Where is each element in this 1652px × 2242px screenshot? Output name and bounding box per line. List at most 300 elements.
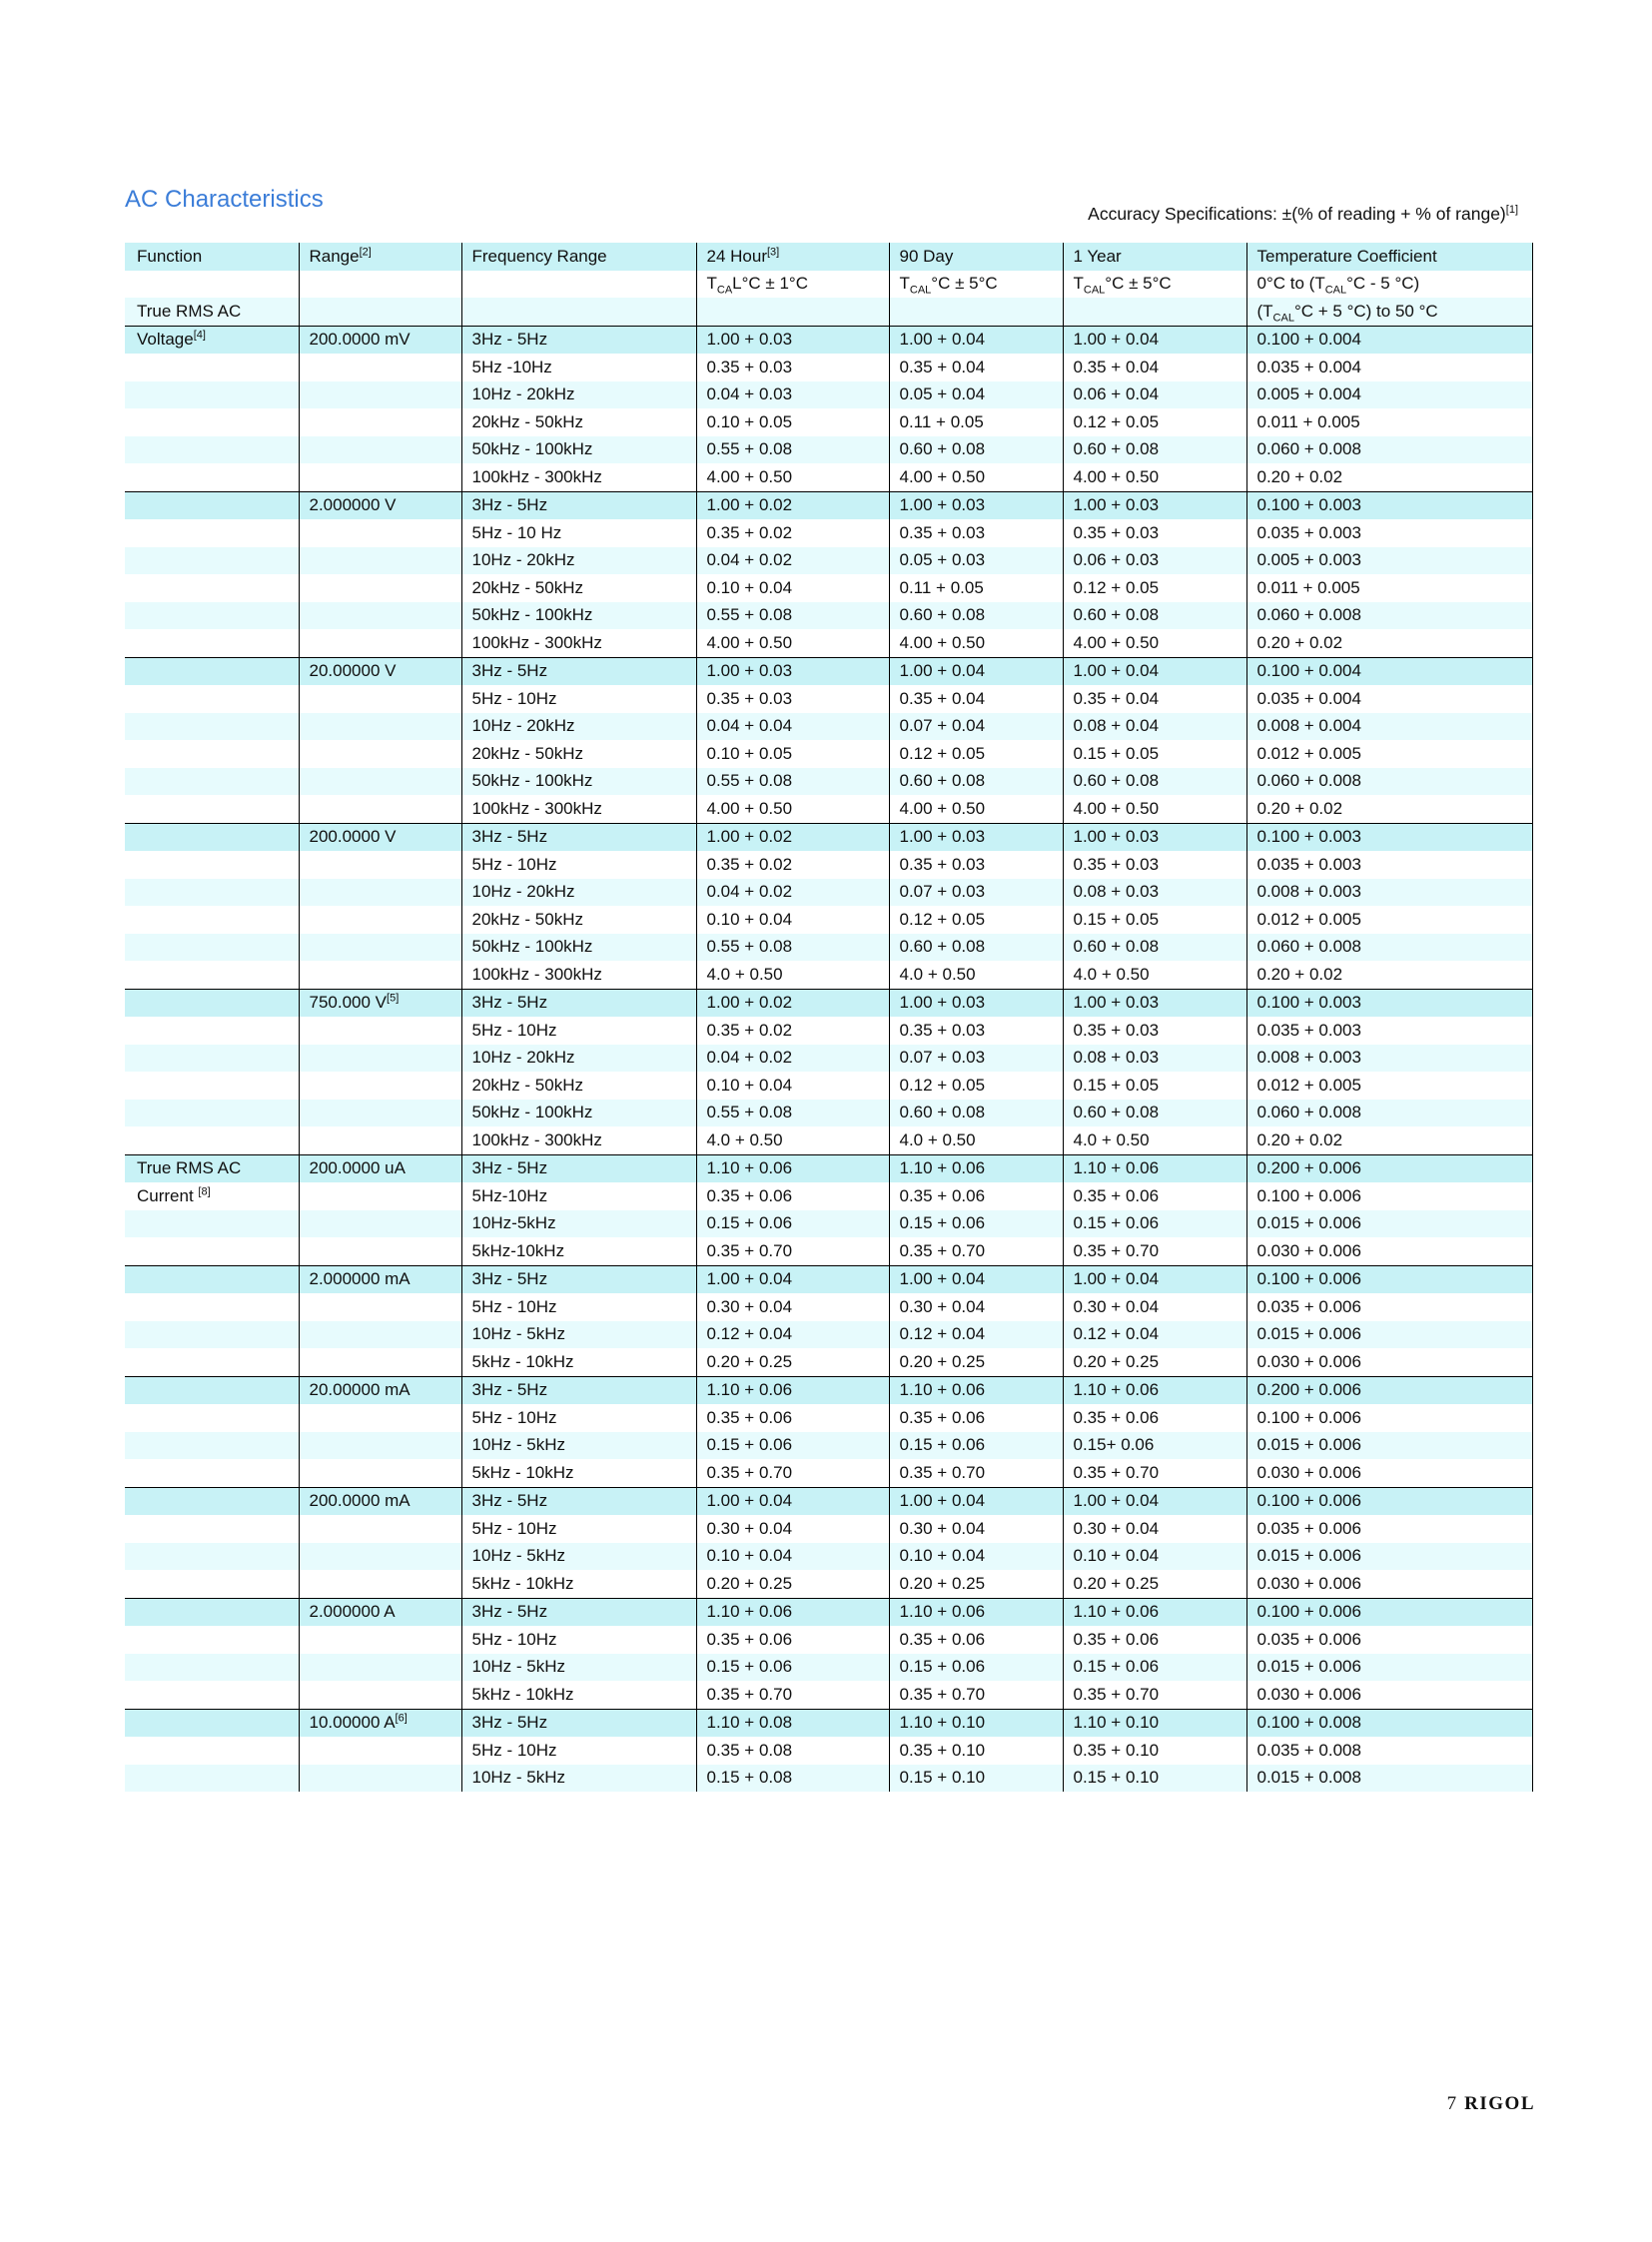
table-row — [125, 1570, 1532, 1598]
cell-frequency: 50kHz - 100kHz — [461, 768, 696, 796]
cell-function — [125, 408, 299, 436]
cell-90day: 0.11 + 0.05 — [889, 408, 1063, 436]
table-row — [125, 1045, 1532, 1073]
header-row — [125, 243, 1532, 271]
cell-1year: 1.00 + 0.04 — [1063, 657, 1246, 685]
cell-1year: 0.60 + 0.08 — [1063, 602, 1246, 630]
cell-temp-coefficient: 0.030 + 0.006 — [1246, 1570, 1532, 1598]
cell-range — [299, 1100, 461, 1127]
cell-function — [125, 1709, 299, 1737]
cell-24hour: 0.35 + 0.70 — [696, 1681, 889, 1709]
cell-90day: 1.00 + 0.03 — [889, 823, 1063, 851]
cell-24hour: 0.35 + 0.08 — [696, 1737, 889, 1765]
table-row — [125, 381, 1532, 409]
cell-frequency: 3Hz - 5Hz — [461, 491, 696, 519]
cell-function — [125, 1459, 299, 1487]
cell-temp-coefficient: 0.035 + 0.004 — [1246, 685, 1532, 713]
cell-frequency: 5Hz-10Hz — [461, 1182, 696, 1210]
subheader-cell-frequency — [461, 271, 696, 299]
cell-1year: 0.20 + 0.25 — [1063, 1348, 1246, 1376]
cell-range — [299, 1072, 461, 1100]
cell-range: 200.0000 uA — [299, 1154, 461, 1182]
cell-range — [299, 1404, 461, 1432]
cell-24hour: 1.10 + 0.06 — [696, 1598, 889, 1626]
cell-function — [125, 1598, 299, 1626]
cell-90day: 1.10 + 0.06 — [889, 1376, 1063, 1404]
table-row — [125, 463, 1532, 491]
cell-24hour: 0.15 + 0.06 — [696, 1432, 889, 1460]
cell-90day: 0.35 + 0.70 — [889, 1681, 1063, 1709]
table-row — [125, 1265, 1532, 1293]
cell-function — [125, 934, 299, 962]
cell-24hour: 1.10 + 0.08 — [696, 1709, 889, 1737]
cell-function — [125, 989, 299, 1017]
subheader-cell-1year: $T_{CAL}^\circ C \pm 5^\circ C$ — [1063, 271, 1246, 299]
cell-frequency: 5Hz - 10Hz — [461, 1515, 696, 1543]
cell-24hour: 1.10 + 0.06 — [696, 1376, 889, 1404]
cell-frequency: 10Hz - 5kHz — [461, 1765, 696, 1793]
cell-range — [299, 519, 461, 547]
cell-frequency: 100kHz - 300kHz — [461, 463, 696, 491]
cell-range: 2.000000 A — [299, 1598, 461, 1626]
cell-temp-coefficient: 0.20 + 0.02 — [1246, 1126, 1532, 1154]
cell-temp-coefficient: 0.008 + 0.003 — [1246, 879, 1532, 907]
cell-frequency: 3Hz - 5Hz — [461, 1709, 696, 1737]
cell-range — [299, 629, 461, 657]
cell-temp-coefficient: 0.035 + 0.006 — [1246, 1515, 1532, 1543]
table-row — [125, 629, 1532, 657]
cell-function — [125, 354, 299, 381]
cell-range — [299, 1570, 461, 1598]
subheader2-cell-frequency — [461, 298, 696, 326]
cell-range — [299, 574, 461, 602]
cell-frequency: 3Hz - 5Hz — [461, 989, 696, 1017]
cell-90day: 0.35 + 0.03 — [889, 519, 1063, 547]
header-cell-function: Function — [137, 246, 203, 266]
cell-frequency: 5kHz - 10kHz — [461, 1681, 696, 1709]
cell-function — [125, 574, 299, 602]
cell-1year: 0.12 + 0.04 — [1063, 1321, 1246, 1349]
cell-frequency: 3Hz - 5Hz — [461, 657, 696, 685]
cell-frequency: 5Hz - 10Hz — [461, 1737, 696, 1765]
cell-range: 200.0000 mV — [299, 326, 461, 354]
cell-function — [125, 851, 299, 879]
cell-function — [125, 381, 299, 409]
cell-range — [299, 1626, 461, 1654]
cell-frequency: 10Hz - 20kHz — [461, 713, 696, 741]
cell-temp-coefficient: 0.100 + 0.008 — [1246, 1709, 1532, 1737]
cell-temp-coefficient: 0.20 + 0.02 — [1246, 795, 1532, 823]
cell-90day: 0.05 + 0.04 — [889, 381, 1063, 409]
cell-range — [299, 934, 461, 962]
table-row — [125, 989, 1532, 1017]
cell-range — [299, 906, 461, 934]
cell-function — [125, 1210, 299, 1238]
cell-90day: 0.35 + 0.03 — [889, 1017, 1063, 1045]
cell-24hour: 0.15 + 0.08 — [696, 1765, 889, 1793]
cell-frequency: 10Hz - 20kHz — [461, 547, 696, 575]
subheader-cell-90day: $T_{CAL}^\circ C \pm 5^\circ C$ — [889, 271, 1063, 299]
cell-range — [299, 436, 461, 464]
cell-function — [125, 685, 299, 713]
cell-range — [299, 1543, 461, 1571]
cell-function — [125, 879, 299, 907]
cell-temp-coefficient: 0.100 + 0.003 — [1246, 823, 1532, 851]
cell-temp-coefficient: 0.012 + 0.005 — [1246, 740, 1532, 768]
table-row — [125, 657, 1532, 685]
cell-1year: 0.15 + 0.10 — [1063, 1765, 1246, 1793]
cell-range — [299, 1654, 461, 1682]
cell-temp-coefficient: 0.060 + 0.008 — [1246, 436, 1532, 464]
table-row — [125, 851, 1532, 879]
cell-temp-coefficient: 0.005 + 0.004 — [1246, 381, 1532, 409]
cell-24hour: 0.12 + 0.04 — [696, 1321, 889, 1349]
cell-function — [125, 1265, 299, 1293]
cell-1year: 0.08 + 0.03 — [1063, 1045, 1246, 1073]
cell-range — [299, 1515, 461, 1543]
cell-frequency: 5kHz - 10kHz — [461, 1459, 696, 1487]
cell-temp-coefficient: 0.100 + 0.004 — [1246, 657, 1532, 685]
table-row — [125, 436, 1532, 464]
table-row — [125, 491, 1532, 519]
table-row — [125, 713, 1532, 741]
cell-temp-coefficient: 0.035 + 0.006 — [1246, 1293, 1532, 1321]
cell-function — [125, 1737, 299, 1765]
cell-1year: 1.10 + 0.06 — [1063, 1598, 1246, 1626]
cell-1year: 0.15 + 0.06 — [1063, 1210, 1246, 1238]
cell-frequency: 5Hz - 10Hz — [461, 1293, 696, 1321]
subheader2-cell-90day — [889, 298, 1063, 326]
cell-90day: 1.00 + 0.04 — [889, 1265, 1063, 1293]
cell-frequency: 3Hz - 5Hz — [461, 1376, 696, 1404]
cell-24hour: 1.00 + 0.02 — [696, 491, 889, 519]
subheader2-cell-24hour — [696, 298, 889, 326]
cell-range — [299, 1182, 461, 1210]
subheader2-cell-1year — [1063, 298, 1246, 326]
cell-frequency: 5Hz -10Hz — [461, 354, 696, 381]
cell-function — [125, 1432, 299, 1460]
cell-1year: 0.15 + 0.06 — [1063, 1654, 1246, 1682]
cell-frequency: 100kHz - 300kHz — [461, 961, 696, 989]
cell-frequency: 50kHz - 100kHz — [461, 436, 696, 464]
cell-1year: 0.12 + 0.05 — [1063, 574, 1246, 602]
cell-1year: 0.60 + 0.08 — [1063, 768, 1246, 796]
cell-frequency: 3Hz - 5Hz — [461, 1265, 696, 1293]
cell-temp-coefficient: 0.015 + 0.006 — [1246, 1432, 1532, 1460]
cell-temp-coefficient: 0.011 + 0.005 — [1246, 574, 1532, 602]
cell-range — [299, 1237, 461, 1265]
accuracy-specifications-note: Accuracy Specifications: ±(% of reading + % of range)[1] — [1088, 204, 1518, 224]
cell-1year: 0.60 + 0.08 — [1063, 436, 1246, 464]
cell-1year: 0.35 + 0.10 — [1063, 1737, 1246, 1765]
cell-1year: 0.15 + 0.05 — [1063, 1072, 1246, 1100]
cell-24hour: 0.35 + 0.02 — [696, 519, 889, 547]
cell-frequency: 100kHz - 300kHz — [461, 629, 696, 657]
cell-temp-coefficient: 0.030 + 0.006 — [1246, 1681, 1532, 1709]
table-row — [125, 934, 1532, 962]
cell-frequency: 20kHz - 50kHz — [461, 1072, 696, 1100]
cell-range: 750.000 V[5] — [299, 989, 461, 1017]
cell-90day: 1.00 + 0.04 — [889, 1487, 1063, 1515]
cell-1year: 0.35 + 0.03 — [1063, 519, 1246, 547]
cell-temp-coefficient: 0.035 + 0.003 — [1246, 519, 1532, 547]
cell-24hour: 0.55 + 0.08 — [696, 436, 889, 464]
cell-90day: 0.12 + 0.05 — [889, 906, 1063, 934]
cell-90day: 0.30 + 0.04 — [889, 1515, 1063, 1543]
cell-90day: 0.60 + 0.08 — [889, 602, 1063, 630]
table-row — [125, 1515, 1532, 1543]
table-row — [125, 408, 1532, 436]
cell-temp-coefficient: 0.015 + 0.006 — [1246, 1654, 1532, 1682]
cell-1year: 0.12 + 0.05 — [1063, 408, 1246, 436]
cell-24hour: 4.0 + 0.50 — [696, 961, 889, 989]
table-row — [125, 1487, 1532, 1515]
cell-frequency: 5Hz - 10Hz — [461, 1626, 696, 1654]
cell-range — [299, 1765, 461, 1793]
cell-frequency: 100kHz - 300kHz — [461, 795, 696, 823]
cell-90day: 0.07 + 0.03 — [889, 1045, 1063, 1073]
page-number: 7 — [1446, 2093, 1457, 2114]
cell-24hour: 0.35 + 0.70 — [696, 1237, 889, 1265]
cell-function — [125, 1681, 299, 1709]
cell-24hour: 0.35 + 0.02 — [696, 1017, 889, 1045]
cell-24hour: 0.55 + 0.08 — [696, 1100, 889, 1127]
cell-temp-coefficient: 0.035 + 0.006 — [1246, 1626, 1532, 1654]
cell-frequency: 5kHz - 10kHz — [461, 1570, 696, 1598]
cell-24hour: 0.04 + 0.04 — [696, 713, 889, 741]
table-row — [125, 1017, 1532, 1045]
cell-temp-coefficient: 0.20 + 0.02 — [1246, 961, 1532, 989]
page-footer — [1447, 2093, 1535, 2115]
cell-1year: 4.00 + 0.50 — [1063, 463, 1246, 491]
table-row — [125, 1376, 1532, 1404]
cell-temp-coefficient: 0.100 + 0.006 — [1246, 1265, 1532, 1293]
cell-frequency: 5Hz - 10Hz — [461, 1404, 696, 1432]
cell-90day: 0.60 + 0.08 — [889, 1100, 1063, 1127]
cell-temp-coefficient: 0.030 + 0.006 — [1246, 1348, 1532, 1376]
cell-24hour: 0.35 + 0.06 — [696, 1626, 889, 1654]
cell-24hour: 0.04 + 0.02 — [696, 879, 889, 907]
cell-function: Current [8] — [137, 1185, 211, 1205]
cell-temp-coefficient: 0.060 + 0.008 — [1246, 602, 1532, 630]
table-row — [125, 740, 1532, 768]
cell-1year: 1.10 + 0.10 — [1063, 1709, 1246, 1737]
cell-temp-coefficient: 0.100 + 0.006 — [1246, 1182, 1532, 1210]
cell-24hour: 4.0 + 0.50 — [696, 1126, 889, 1154]
table-row — [125, 1321, 1532, 1349]
cell-function: Voltage[4] — [125, 326, 299, 354]
cell-function — [125, 1487, 299, 1515]
cell-temp-coefficient: 0.20 + 0.02 — [1246, 629, 1532, 657]
cell-1year: 0.60 + 0.08 — [1063, 934, 1246, 962]
table-row — [125, 1543, 1532, 1571]
cell-24hour: 0.35 + 0.03 — [696, 354, 889, 381]
cell-function — [125, 1376, 299, 1404]
spec-table — [125, 243, 1533, 1792]
table-row — [125, 1459, 1532, 1487]
cell-1year: 0.35 + 0.06 — [1063, 1626, 1246, 1654]
header-cell-temp-coefficient: Temperature Coefficient — [1246, 243, 1532, 271]
cell-1year: 0.35 + 0.70 — [1063, 1237, 1246, 1265]
cell-24hour: 1.00 + 0.04 — [696, 1487, 889, 1515]
cell-range — [299, 740, 461, 768]
cell-function — [125, 1321, 299, 1349]
cell-frequency: 5Hz - 10 Hz — [461, 519, 696, 547]
cell-range: 2.000000 V — [299, 491, 461, 519]
cell-24hour: 0.04 + 0.03 — [696, 381, 889, 409]
table-row — [125, 795, 1532, 823]
table-row — [125, 354, 1532, 381]
cell-function — [125, 1654, 299, 1682]
cell-1year: 1.00 + 0.03 — [1063, 989, 1246, 1017]
table-row — [125, 879, 1532, 907]
cell-1year: 0.35 + 0.03 — [1063, 851, 1246, 879]
cell-range — [299, 961, 461, 989]
cell-frequency: 3Hz - 5Hz — [461, 1598, 696, 1626]
table-row — [125, 1598, 1532, 1626]
cell-1year: 0.35 + 0.06 — [1063, 1182, 1246, 1210]
cell-range — [299, 1045, 461, 1073]
cell-temp-coefficient: 0.030 + 0.006 — [1246, 1459, 1532, 1487]
cell-90day: 0.35 + 0.04 — [889, 685, 1063, 713]
table-row — [125, 768, 1532, 796]
subheader2-cell-temp-coefficient: ($T_{CAL}^\circ C + 5$ °C) to 50 °C — [1246, 298, 1532, 326]
cell-90day: 0.12 + 0.05 — [889, 740, 1063, 768]
cell-range — [299, 1681, 461, 1709]
cell-function — [125, 1237, 299, 1265]
cell-90day: 0.35 + 0.10 — [889, 1737, 1063, 1765]
cell-24hour: 0.04 + 0.02 — [696, 1045, 889, 1073]
table-row — [125, 1404, 1532, 1432]
cell-24hour: 4.00 + 0.50 — [696, 629, 889, 657]
cell-90day: 0.35 + 0.06 — [889, 1626, 1063, 1654]
table-row — [125, 519, 1532, 547]
cell-frequency: 10Hz - 5kHz — [461, 1321, 696, 1349]
cell-temp-coefficient: 0.100 + 0.006 — [1246, 1404, 1532, 1432]
table-row — [125, 1654, 1532, 1682]
cell-range — [299, 1432, 461, 1460]
cell-temp-coefficient: 0.008 + 0.003 — [1246, 1045, 1532, 1073]
cell-1year: 0.60 + 0.08 — [1063, 1100, 1246, 1127]
cell-function — [125, 1765, 299, 1793]
cell-range — [299, 685, 461, 713]
table-row — [125, 1126, 1532, 1154]
cell-range — [299, 795, 461, 823]
cell-90day: 1.10 + 0.06 — [889, 1154, 1063, 1182]
cell-range: 20.00000 mA — [299, 1376, 461, 1404]
cell-1year: 4.00 + 0.50 — [1063, 795, 1246, 823]
cell-24hour: 0.35 + 0.06 — [696, 1182, 889, 1210]
cell-temp-coefficient: 0.200 + 0.006 — [1246, 1154, 1532, 1182]
cell-range — [299, 1017, 461, 1045]
cell-function — [125, 1126, 299, 1154]
cell-temp-coefficient: 0.200 + 0.006 — [1246, 1376, 1532, 1404]
cell-temp-coefficient: 0.005 + 0.003 — [1246, 547, 1532, 575]
table-row — [125, 1765, 1532, 1793]
cell-24hour: 0.55 + 0.08 — [696, 934, 889, 962]
cell-frequency: 5Hz - 10Hz — [461, 1017, 696, 1045]
cell-90day: 0.35 + 0.03 — [889, 851, 1063, 879]
cell-90day: 4.00 + 0.50 — [889, 795, 1063, 823]
cell-range — [299, 1210, 461, 1238]
cell-90day: 4.00 + 0.50 — [889, 629, 1063, 657]
cell-1year: 1.00 + 0.04 — [1063, 1487, 1246, 1515]
cell-1year: 0.35 + 0.04 — [1063, 354, 1246, 381]
cell-frequency: 20kHz - 50kHz — [461, 906, 696, 934]
cell-range — [299, 1459, 461, 1487]
cell-function — [125, 795, 299, 823]
cell-temp-coefficient: 0.100 + 0.006 — [1246, 1598, 1532, 1626]
cell-temp-coefficient: 0.100 + 0.006 — [1246, 1487, 1532, 1515]
cell-frequency: 3Hz - 5Hz — [461, 1154, 696, 1182]
cell-24hour: 0.15 + 0.06 — [696, 1654, 889, 1682]
cell-frequency: 10Hz - 20kHz — [461, 879, 696, 907]
cell-temp-coefficient: 0.060 + 0.008 — [1246, 934, 1532, 962]
cell-24hour: 1.00 + 0.03 — [696, 657, 889, 685]
header-cell-range: Range[2] — [299, 243, 461, 271]
cell-function — [125, 491, 299, 519]
cell-24hour: 0.55 + 0.08 — [696, 602, 889, 630]
cell-temp-coefficient: 0.100 + 0.003 — [1246, 989, 1532, 1017]
header-cell-24hour: 24 Hour[3] — [696, 243, 889, 271]
table-row — [125, 1432, 1532, 1460]
cell-temp-coefficient: 0.008 + 0.004 — [1246, 713, 1532, 741]
cell-90day: 4.0 + 0.50 — [889, 961, 1063, 989]
cell-function — [125, 1543, 299, 1571]
cell-function — [125, 1570, 299, 1598]
cell-90day: 0.35 + 0.06 — [889, 1182, 1063, 1210]
cell-temp-coefficient: 0.015 + 0.006 — [1246, 1210, 1532, 1238]
function-label-line1: True RMS AC — [137, 301, 242, 321]
cell-function — [125, 436, 299, 464]
cell-1year: 4.0 + 0.50 — [1063, 961, 1246, 989]
cell-90day: 0.15 + 0.10 — [889, 1765, 1063, 1793]
cell-frequency: 5Hz - 10Hz — [461, 685, 696, 713]
page-title: AC Characteristics — [125, 186, 324, 213]
cell-function — [125, 768, 299, 796]
cell-1year: 0.08 + 0.03 — [1063, 879, 1246, 907]
cell-1year: 4.00 + 0.50 — [1063, 629, 1246, 657]
cell-function — [125, 1072, 299, 1100]
cell-frequency: 3Hz - 5Hz — [461, 823, 696, 851]
cell-90day: 1.10 + 0.10 — [889, 1709, 1063, 1737]
cell-range — [299, 381, 461, 409]
cell-24hour: 0.35 + 0.06 — [696, 1404, 889, 1432]
cell-temp-coefficient: 0.011 + 0.005 — [1246, 408, 1532, 436]
cell-frequency: 10Hz - 5kHz — [461, 1654, 696, 1682]
cell-frequency: 50kHz - 100kHz — [461, 602, 696, 630]
table-row — [125, 1182, 1532, 1210]
table-row — [125, 1737, 1532, 1765]
cell-temp-coefficient: 0.035 + 0.008 — [1246, 1737, 1532, 1765]
cell-90day: 4.00 + 0.50 — [889, 463, 1063, 491]
cell-temp-coefficient: 0.035 + 0.003 — [1246, 851, 1532, 879]
cell-frequency: 20kHz - 50kHz — [461, 740, 696, 768]
cell-temp-coefficient: 0.100 + 0.003 — [1246, 491, 1532, 519]
cell-range — [299, 408, 461, 436]
cell-1year: 0.06 + 0.04 — [1063, 381, 1246, 409]
cell-90day: 0.35 + 0.06 — [889, 1404, 1063, 1432]
cell-frequency: 5kHz - 10kHz — [461, 1348, 696, 1376]
cell-function — [125, 629, 299, 657]
subheader-cell-temp-coefficient: 0°C to ($T_{CAL}^\circ C - 5$ °C) — [1246, 271, 1532, 299]
cell-1year: 0.08 + 0.04 — [1063, 713, 1246, 741]
cell-frequency: 3Hz - 5Hz — [461, 1487, 696, 1515]
cell-function — [125, 961, 299, 989]
cell-1year: 0.10 + 0.04 — [1063, 1543, 1246, 1571]
cell-temp-coefficient: 0.060 + 0.008 — [1246, 1100, 1532, 1127]
cell-frequency: 10Hz - 20kHz — [461, 1045, 696, 1073]
